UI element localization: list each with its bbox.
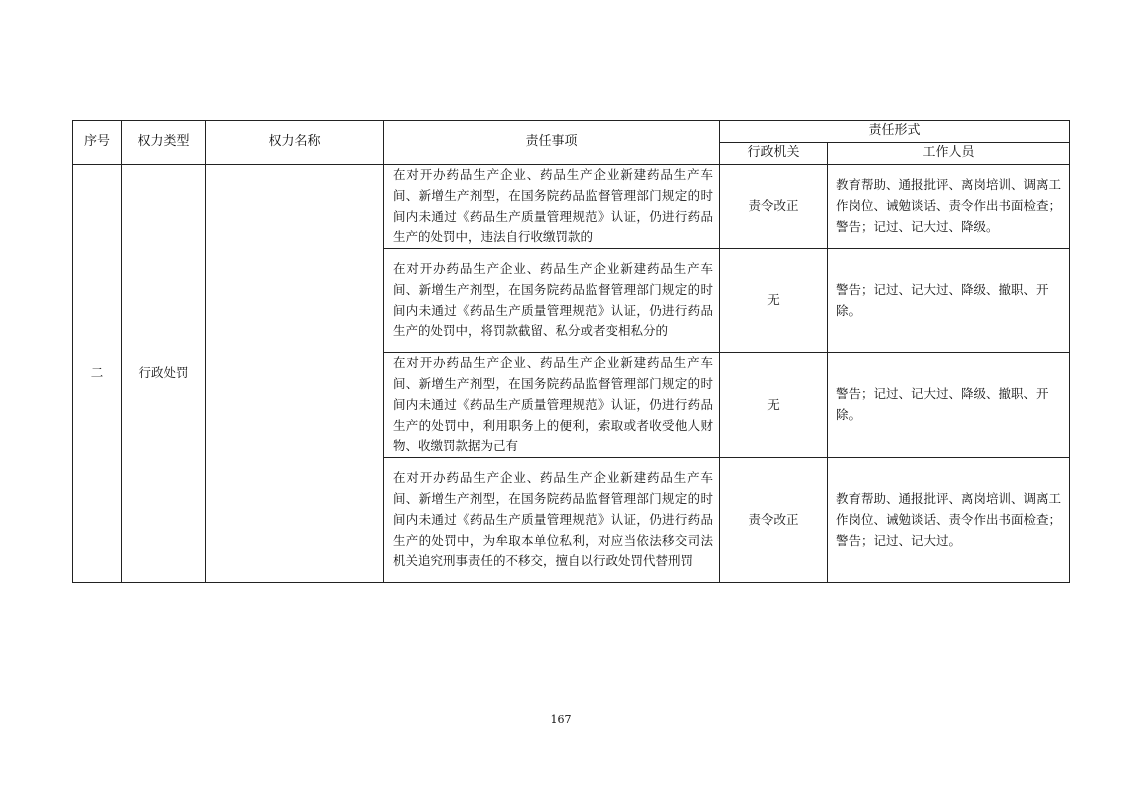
duty-cell: 在对开办药品生产企业、药品生产企业新建药品生产车间、新增生产剂型，在国务院药品监督管理部门规定的时间内未通过《药品生产质量管理规范》认证，仍进行药品生产的处罚中，违法自行收缴罚款的 xyxy=(384,165,720,249)
header-seq: 序号 xyxy=(73,121,122,165)
agency-cell: 无 xyxy=(720,249,828,353)
header-staff: 工作人员 xyxy=(828,143,1070,165)
agency-cell: 责令改正 xyxy=(720,458,828,583)
agency-cell: 责令改正 xyxy=(720,165,828,249)
duty-cell: 在对开办药品生产企业、药品生产企业新建药品生产车间、新增生产剂型，在国务院药品监督管理部门规定的时间内未通过《药品生产质量管理规范》认证，仍进行药品生产的处罚中，将罚款截留、私分或者变相私分的 xyxy=(384,249,720,353)
agency-cell: 无 xyxy=(720,353,828,458)
header-power-name: 权力名称 xyxy=(206,121,384,165)
staff-cell: 警告；记过、记大过、降级、撤职、开除。 xyxy=(828,353,1070,458)
staff-cell: 教育帮助、通报批评、离岗培训、调离工作岗位、诫勉谈话、责令作出书面检查；警告；记过、记大过、降级。 xyxy=(828,165,1070,249)
header-duty: 责任事项 xyxy=(384,121,720,165)
table-row xyxy=(73,165,1070,249)
group-power-type-cell: 行政处罚 xyxy=(122,165,206,583)
responsibility-table xyxy=(72,120,1070,583)
page-number: 167 xyxy=(550,713,572,726)
staff-cell: 警告；记过、记大过、降级、撤职、开除。 xyxy=(828,249,1070,353)
header-row-1 xyxy=(73,121,1070,143)
duty-cell: 在对开办药品生产企业、药品生产企业新建药品生产车间、新增生产剂型，在国务院药品监督管理部门规定的时间内未通过《药品生产质量管理规范》认证，仍进行药品生产的处罚中，为牟取本单位私利，对应当依法移交司法机关追究刑事责任的不移交，擅自以行政处罚代替刑罚 xyxy=(384,458,720,583)
header-power-type: 权力类型 xyxy=(122,121,206,165)
duty-cell: 在对开办药品生产企业、药品生产企业新建药品生产车间、新增生产剂型，在国务院药品监督管理部门规定的时间内未通过《药品生产质量管理规范》认证，仍进行药品生产的处罚中，利用职务上的便利，索取或者收受他人财物、收缴罚款据为己有 xyxy=(384,353,720,458)
header-responsibility-form: 责任形式 xyxy=(720,121,1070,143)
group-seq-cell: 二 xyxy=(73,165,122,583)
header-agency: 行政机关 xyxy=(720,143,828,165)
group-power-name-cell xyxy=(206,165,384,583)
staff-cell: 教育帮助、通报批评、离岗培训、调离工作岗位、诫勉谈话、责令作出书面检查；警告；记过、记大过。 xyxy=(828,458,1070,583)
